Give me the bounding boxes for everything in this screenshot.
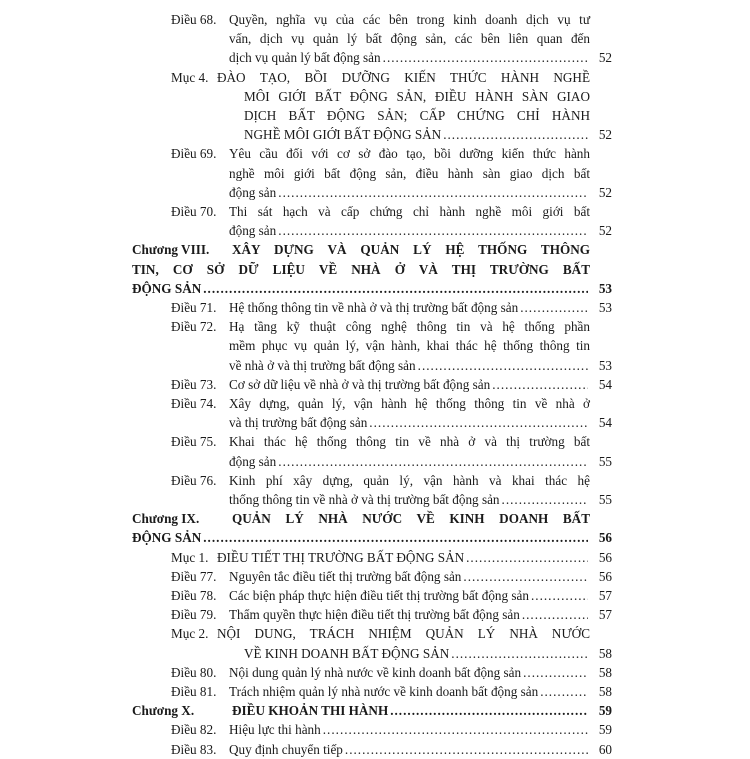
toc-entry-title-line: DỊCH BẤT ĐỘNG SẢN; CẤP CHỨNG CHỈ HÀNH bbox=[244, 107, 590, 123]
toc-entry-title-line: Thẩm quyền thực hiện điều tiết thị trường bất động sản bbox=[229, 607, 520, 623]
toc-entry-title-line: nghề môi giới bất động sản, điều hành sàn giao dịch bất bbox=[229, 165, 590, 181]
toc-entry-label: Mục 1. bbox=[171, 549, 209, 565]
toc-page-number: 58 bbox=[598, 664, 612, 680]
toc-entry-title-line: Khai thác hệ thống thông tin về nhà ở và thị trường bất bbox=[229, 434, 590, 450]
toc-entry-title-line: Hạ tầng kỹ thuật công nghệ thông tin và hệ thống phần bbox=[229, 319, 590, 335]
toc-section bbox=[0, 68, 750, 145]
toc-entry-label: Điều 83. bbox=[171, 741, 217, 757]
toc-entry-leader-line bbox=[229, 490, 590, 509]
toc-entry-leader-line bbox=[229, 586, 590, 605]
toc-entry-label: Điều 79. bbox=[171, 607, 217, 623]
toc-article bbox=[0, 586, 750, 605]
dot-leader bbox=[451, 644, 588, 663]
toc-entry-leader-line bbox=[229, 567, 590, 586]
toc-entry-label: Điều 71. bbox=[171, 300, 217, 315]
toc-entry-title-line: về nhà ở và thị trường bất động sản bbox=[229, 357, 416, 373]
toc-page-number: 52 bbox=[598, 50, 612, 66]
toc-entry-leader-line bbox=[229, 413, 590, 432]
toc-article bbox=[0, 202, 750, 240]
toc-entry-title-line: Kinh phí xây dựng, quản lý, vận hành và khai thác hệ bbox=[229, 472, 590, 488]
toc-entry-title-line: Xây dựng, quản lý, vận hành hệ thống thông tin về nhà ở bbox=[229, 396, 590, 411]
toc-article bbox=[0, 471, 750, 509]
toc-entry-label: Điều 68. bbox=[171, 12, 217, 27]
toc-entry-label: Chương VIII. bbox=[132, 242, 210, 258]
toc-page-number: 58 bbox=[598, 684, 612, 699]
dot-leader bbox=[443, 125, 588, 144]
toc-entry-leader-line bbox=[244, 125, 590, 144]
toc-entry-title-line: ĐIỀU KHOẢN THI HÀNH bbox=[232, 703, 389, 719]
toc-page-number: 53 bbox=[598, 357, 612, 373]
toc-entry-leader-line bbox=[229, 375, 590, 394]
toc-entry-title-line: ĐỘNG SẢN bbox=[132, 530, 202, 546]
toc-entry-title-line: Hiệu lực thi hành bbox=[229, 722, 321, 738]
toc-entry-title-line: XÂY DỰNG VÀ QUẢN LÝ HỆ THỐNG THÔNG bbox=[232, 242, 590, 258]
dot-leader bbox=[369, 413, 588, 432]
toc-entry-label: Chương X. bbox=[132, 703, 195, 719]
toc-page-number: 55 bbox=[598, 491, 612, 507]
toc-entry-title-line: Nguyên tắc điều tiết thị trường bất động sản bbox=[229, 568, 462, 584]
dot-leader bbox=[390, 701, 588, 720]
dot-leader bbox=[383, 48, 588, 67]
toc-entry-title-line: động sản bbox=[229, 453, 277, 469]
toc-entry-title-line: thống thông tin về nhà ở và thị trường bất động sản bbox=[229, 491, 500, 507]
toc-entry-label: Điều 74. bbox=[171, 396, 217, 411]
toc-article bbox=[0, 298, 750, 317]
toc-entry-title-line: NỘI DUNG, TRÁCH NHIỆM QUẢN LÝ NHÀ NƯỚC bbox=[217, 626, 590, 642]
toc-entry-title-line: ĐIỀU TIẾT THỊ TRƯỜNG BẤT ĐỘNG SẢN bbox=[217, 549, 465, 565]
toc-entry-title-line: Các biện pháp thực hiện điều tiết thị trường bất động sản bbox=[229, 588, 529, 603]
toc-entry-leader-line bbox=[229, 720, 590, 739]
toc-entry-title-line: vấn, dịch vụ quản lý bất động sản, các bên liên quan đến bbox=[229, 31, 590, 47]
toc-article bbox=[0, 375, 750, 394]
toc-entry-title-line: VỀ KINH DOANH BẤT ĐỘNG SẢN bbox=[244, 645, 450, 661]
toc-entry-title-line: Nội dung quản lý nhà nước về kinh doanh bất động sản bbox=[229, 664, 522, 680]
toc-entry-leader-line bbox=[229, 356, 590, 375]
toc-entry-title-line: MÔI GIỚI BẤT ĐỘNG SẢN, ĐIỀU HÀNH SÀN GIAO bbox=[244, 88, 590, 104]
dot-leader bbox=[345, 740, 588, 759]
toc-entry-label: Điều 78. bbox=[171, 588, 217, 603]
toc-entry-leader-line bbox=[229, 740, 590, 759]
toc-entry-label: Điều 69. bbox=[171, 146, 217, 162]
toc-page-number: 52 bbox=[598, 223, 612, 239]
toc-entry-label: Điều 75. bbox=[171, 434, 217, 450]
toc-entry-title-line: Hệ thống thông tin về nhà ở và thị trường bất động sản bbox=[229, 300, 519, 315]
toc-section bbox=[0, 548, 750, 567]
toc-entry-leader-line bbox=[232, 701, 590, 720]
toc-page-number: 60 bbox=[598, 741, 612, 757]
dot-leader bbox=[203, 528, 588, 547]
toc-entry-title-line: mềm phục vụ quản lý, vận hành, khai thác hệ thống thông tin bbox=[229, 338, 590, 354]
toc-entry-title-line: Cơ sở dữ liệu về nhà ở và thị trường bất động sản bbox=[229, 376, 491, 392]
toc-entry-title-line: Thi sát hạch và cấp chứng chỉ hành nghề môi giới bất bbox=[229, 204, 590, 219]
toc-section bbox=[0, 624, 750, 662]
toc-entry-title-line: Quyền, nghĩa vụ của các bên trong kinh doanh dịch vụ tư bbox=[229, 12, 590, 27]
dot-leader bbox=[278, 221, 588, 240]
toc-article bbox=[0, 740, 750, 759]
toc-entry-title-line: và thị trường bất động sản bbox=[229, 415, 368, 431]
toc-chapter bbox=[0, 509, 750, 547]
toc-article bbox=[0, 432, 750, 470]
toc-entry-label: Điều 73. bbox=[171, 376, 217, 392]
toc-page-number: 53 bbox=[598, 280, 612, 296]
toc-entry-title-line: QUẢN LÝ NHÀ NƯỚC VỀ KINH DOANH BẤT bbox=[232, 511, 590, 527]
dot-leader bbox=[278, 452, 588, 471]
toc-entry-label: Điều 70. bbox=[171, 204, 217, 219]
toc-article bbox=[0, 567, 750, 586]
toc-entry-label: Điều 80. bbox=[171, 664, 217, 680]
toc-page-number: 54 bbox=[598, 415, 612, 431]
toc-entry-title-line: ĐÀO TẠO, BỒI DƯỠNG KIẾN THỨC HÀNH NGHỀ bbox=[217, 69, 590, 85]
toc-entry-title-line: ĐỘNG SẢN bbox=[132, 280, 202, 296]
toc-article bbox=[0, 682, 750, 701]
toc-entry-title-line: NGHỀ MÔI GIỚI BẤT ĐỘNG SẢN bbox=[244, 127, 442, 143]
toc-entry-label: Điều 82. bbox=[171, 722, 217, 738]
toc-entry-leader-line bbox=[132, 279, 590, 298]
toc-entry-leader-line bbox=[229, 183, 590, 202]
toc-page-number: 59 bbox=[598, 722, 612, 738]
dot-leader bbox=[323, 720, 588, 739]
toc-page-number: 53 bbox=[598, 300, 612, 315]
toc-entry-label: Mục 4. bbox=[171, 69, 209, 85]
toc-page-number: 59 bbox=[598, 703, 612, 719]
toc-article bbox=[0, 394, 750, 432]
toc-article bbox=[0, 10, 750, 68]
toc-chapter bbox=[0, 240, 750, 298]
toc-entry-label: Điều 76. bbox=[171, 472, 217, 488]
toc-page-number: 55 bbox=[598, 453, 612, 469]
toc-entry-leader-line bbox=[229, 605, 590, 624]
toc-entry-leader-line bbox=[229, 452, 590, 471]
toc-chapter bbox=[0, 701, 750, 720]
toc-entry-leader-line bbox=[229, 221, 590, 240]
toc-entry-leader-line bbox=[229, 48, 590, 67]
toc-entry-leader-line bbox=[217, 548, 590, 567]
toc-entry-label: Mục 2. bbox=[171, 626, 209, 642]
toc-entry-title-line: TIN, CƠ SỞ DỮ LIỆU VỀ NHÀ Ở VÀ THỊ TRƯỜNG BẤT bbox=[132, 261, 590, 277]
toc-article bbox=[0, 144, 750, 202]
toc-entry-label: Điều 72. bbox=[171, 319, 217, 335]
dot-leader bbox=[463, 567, 588, 586]
toc-page-number: 54 bbox=[598, 376, 612, 392]
toc-entry-label: Điều 81. bbox=[171, 684, 217, 699]
toc-page-number: 56 bbox=[598, 549, 612, 565]
toc-page-number: 58 bbox=[598, 645, 612, 661]
toc-entry-title-line: Trách nhiệm quản lý nhà nước về kinh doanh bất động sản bbox=[229, 684, 539, 699]
toc-entry-leader-line bbox=[229, 663, 590, 682]
toc-article bbox=[0, 720, 750, 739]
toc-entry-title-line: dịch vụ quản lý bất động sản bbox=[229, 50, 381, 66]
dot-leader bbox=[466, 548, 588, 567]
toc-entry-title-line: động sản bbox=[229, 184, 277, 200]
toc-entry-label: Chương IX. bbox=[132, 511, 200, 527]
dot-leader bbox=[203, 279, 588, 298]
toc-entry-title-line: Quy định chuyển tiếp bbox=[229, 741, 343, 757]
toc-page-number: 57 bbox=[598, 588, 612, 603]
toc-entry-title-line: Yêu cầu đối với cơ sở đào tạo, bồi dưỡng kiến thức hành bbox=[229, 146, 590, 162]
toc-page-number: 52 bbox=[598, 184, 612, 200]
toc-page-number: 56 bbox=[598, 530, 612, 546]
toc-entry-title-line: động sản bbox=[229, 223, 277, 239]
toc-entry-label: Điều 77. bbox=[171, 568, 217, 584]
dot-leader bbox=[278, 183, 588, 202]
toc-article bbox=[0, 663, 750, 682]
toc-entry-leader-line bbox=[132, 528, 590, 547]
toc-entry-leader-line bbox=[229, 298, 590, 317]
dot-leader bbox=[418, 356, 588, 375]
toc-entry-leader-line bbox=[244, 644, 590, 663]
toc-page-number: 52 bbox=[598, 127, 612, 143]
toc-page-number: 56 bbox=[598, 568, 612, 584]
toc-page-number: 57 bbox=[598, 607, 612, 623]
toc-article bbox=[0, 605, 750, 624]
toc-entry-leader-line bbox=[229, 682, 590, 701]
toc-article bbox=[0, 317, 750, 375]
